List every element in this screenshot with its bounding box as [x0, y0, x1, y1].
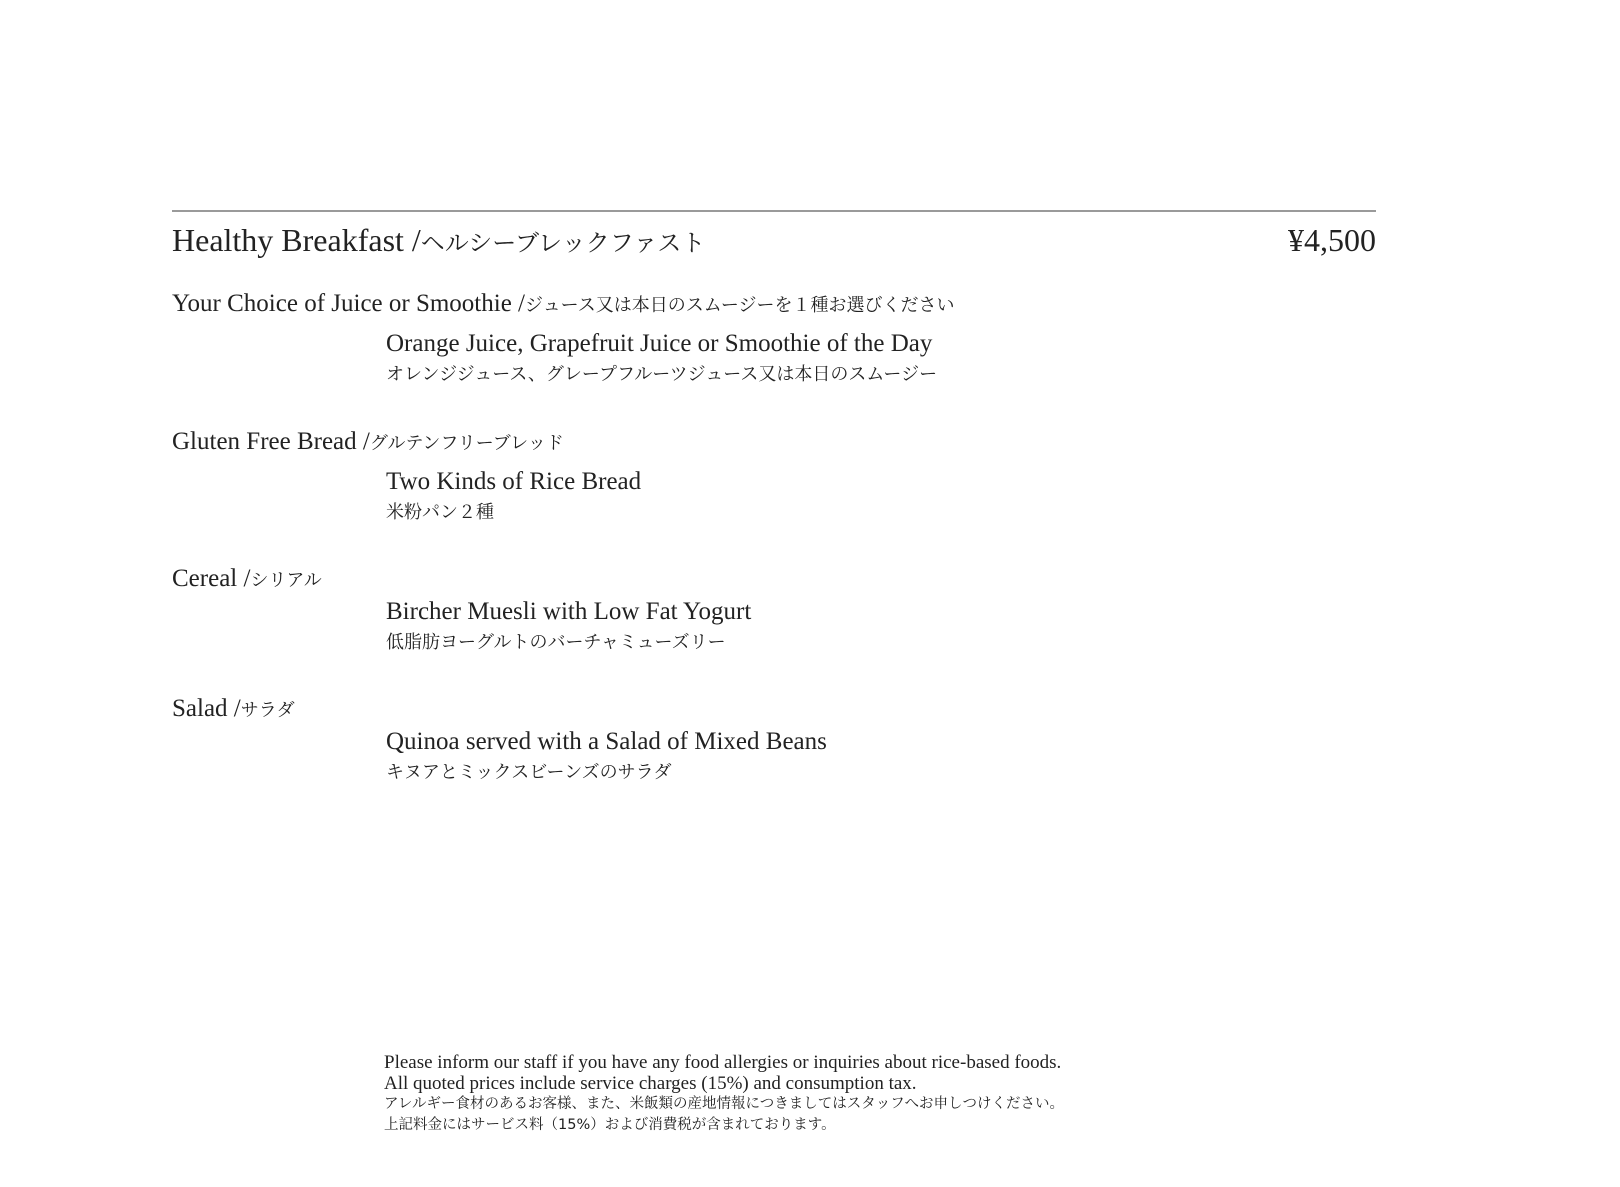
section-label-separator: / [356, 428, 370, 455]
section-label-jp: サラダ [240, 700, 295, 721]
footer-notes [384, 1052, 1064, 1136]
menu-title-row [172, 222, 1376, 266]
menu-item-jp: キヌアとミックスビーンズのサラダ [386, 762, 672, 783]
menu-item-jp: 低脂肪ヨーグルトのバーチャミューズリー [386, 632, 726, 653]
menu-item-bread [386, 466, 641, 527]
section-label-en: Your Choice of Juice or Smoothie [172, 290, 512, 317]
menu-title-jp: ヘルシーブレックファスト [420, 229, 706, 257]
section-label-jp: シリアル [250, 570, 322, 591]
section-label-juice [172, 290, 954, 318]
allergy-note-jp: アレルギー食材のあるお客様、また、米飯類の産地情報につきましてはスタッフへお申しつけください。 [384, 1096, 1064, 1112]
menu-item-jp: 米粉パン２種 [386, 502, 494, 523]
section-label-separator: / [237, 565, 251, 592]
section-label-en: Gluten Free Bread [172, 428, 357, 455]
menu-item-en: Orange Juice, Grapefruit Juice or Smoothie of the Day [386, 330, 933, 357]
section-label-salad [172, 695, 295, 723]
section-label-separator: / [227, 695, 241, 722]
menu-title-separator: / [403, 222, 421, 258]
section-label-bread [172, 428, 564, 456]
price-note-jp: 上記料金にはサービス料（15%）および消費税が含まれております。 [384, 1117, 836, 1133]
menu-item-jp: オレンジジュース、グレープフルーツジュース又は本日のスムージー [386, 364, 938, 385]
menu-price: ¥4,500 [1288, 222, 1376, 258]
section-label-jp: ジュース又は本日のスムージーを１種お選びください [525, 295, 955, 316]
section-label-cereal [172, 565, 322, 593]
section-label-jp: グルテンフリーブレッド [369, 433, 564, 454]
price-note-en: All quoted prices include service charges (15%) and consumption tax. [384, 1073, 917, 1094]
section-label-en: Cereal [172, 565, 238, 592]
menu-item-juice [386, 328, 937, 389]
section-label-en: Salad [172, 695, 228, 722]
menu-title [172, 222, 705, 259]
menu-item-cereal [386, 596, 751, 657]
menu-item-salad [386, 726, 827, 787]
menu-item-en: Quinoa served with a Salad of Mixed Beans [386, 728, 827, 755]
section-label-separator: / [511, 290, 525, 317]
title-divider [172, 210, 1376, 212]
allergy-note-en: Please inform our staff if you have any food allergies or inquiries about rice-based foods. [384, 1052, 1062, 1073]
menu-title-en: Healthy Breakfast [172, 222, 404, 258]
menu-item-en: Bircher Muesli with Low Fat Yogurt [386, 598, 752, 625]
menu-item-en: Two Kinds of Rice Bread [386, 468, 642, 495]
